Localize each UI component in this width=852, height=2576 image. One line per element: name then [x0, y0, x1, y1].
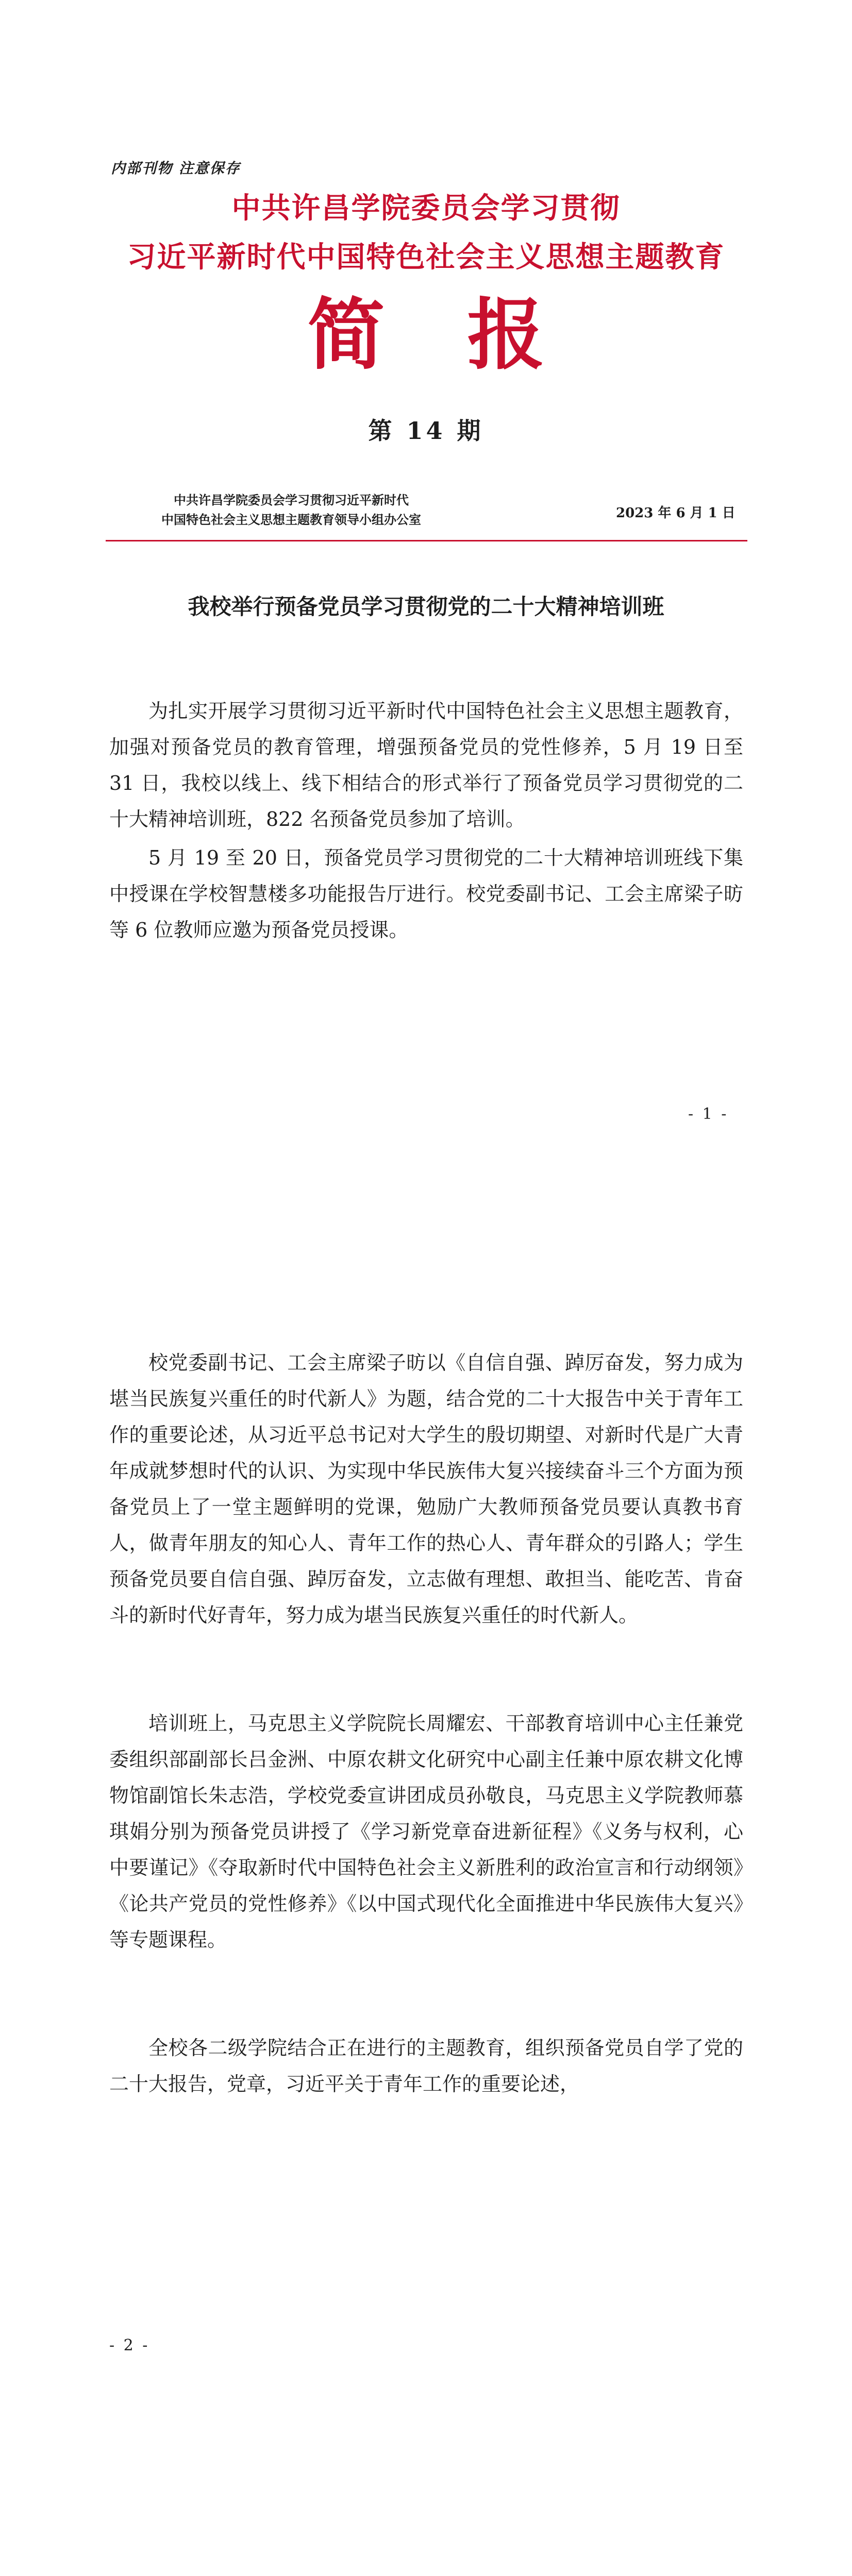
- header-divider: [106, 540, 747, 541]
- paragraph: 全校各二级学院结合正在进行的主题教育，组织预备党员自学了党的二十大报告，党章，习近平关于青年工作的重要论述，: [109, 2037, 743, 2095]
- internal-note: 内部刊物 注意保存: [111, 160, 241, 177]
- bulletin-big-title: 简报: [307, 290, 627, 380]
- paragraph: 为扎实开展学习贯彻习近平新时代中国特色社会主义思想主题教育，加强对预备党员的教育管理，增强预备党员的党性修养，5 月 19 日至 31 日，我校以线上、线下相结合的形式举行了预备党员学习贯彻党的二十大精神培训班，822 名预备党员参加了培训。: [109, 700, 743, 831]
- header-org-line1: 中共许昌学院委员会学习贯彻习近平新时代: [174, 493, 409, 507]
- header-title-line2: 习近平新时代中国特色社会主义思想主题教育: [127, 240, 725, 274]
- article-title: 我校举行预备党员学习贯彻党的二十大精神培训班: [188, 594, 664, 619]
- page-number: - 2 -: [109, 2336, 150, 2354]
- header-date: 2023 年 6 月 1 日: [616, 505, 736, 521]
- paragraph: 培训班上，马克思主义学院院长周耀宏、干部教育培训中心主任兼党委组织部副部长吕金洲、中原农耕文化研究中心副主任兼中原农耕文化博物馆副馆长朱志浩，学校党委宣讲团成员孙敬良，马克思主义学院教师慕琪娟分别为预备党员讲授了《学习新党章奋进新征程》《义务与权利，心中要谨记》《夺取新时代中国特色社会主义新胜利的政治宣言和行动纲领》《论共产党员的党性修养》《以中国式现代化全面推进中华民族伟大复兴》等专题课程。: [109, 1712, 743, 1951]
- page-number: - 1 -: [688, 1105, 729, 1123]
- header-org-line2: 中国特色社会主义思想主题教育领导小组办公室: [161, 512, 421, 527]
- header-org-block: [111, 490, 472, 530]
- header-title-line1: 中共许昌学院委员会学习贯彻: [231, 191, 621, 225]
- issue-number: 第 14 期: [368, 417, 484, 445]
- paragraph: 校党委副书记、工会主席梁子昉以《自信自强、踔厉奋发，努力成为堪当民族复兴重任的时代新人》为题，结合党的二十大报告中关于青年工作的重要论述，从习近平总书记对大学生的殷切期望、对新时代是广大青年成就梦想时代的认识、为实现中华民族伟大复兴接续奋斗三个方面为预备党员上了一堂主题鲜明的党课，勉励广大教师预备党员要认真教书育人，做青年朋友的知心人、青年工作的热心人、青年群众的引路人；学生预备党员要自信自强、踔厉奋发，立志做有理想、敢担当、能吃苦、肯奋斗的新时代好青年，努力成为堪当民族复兴重任的时代新人。: [109, 1351, 743, 1626]
- paragraph: 5 月 19 至 20 日，预备党员学习贯彻党的二十大精神培训班线下集中授课在学校智慧楼多功能报告厅进行。校党委副书记、工会主席梁子昉等 6 位教师应邀为预备党员授课。: [109, 846, 743, 941]
